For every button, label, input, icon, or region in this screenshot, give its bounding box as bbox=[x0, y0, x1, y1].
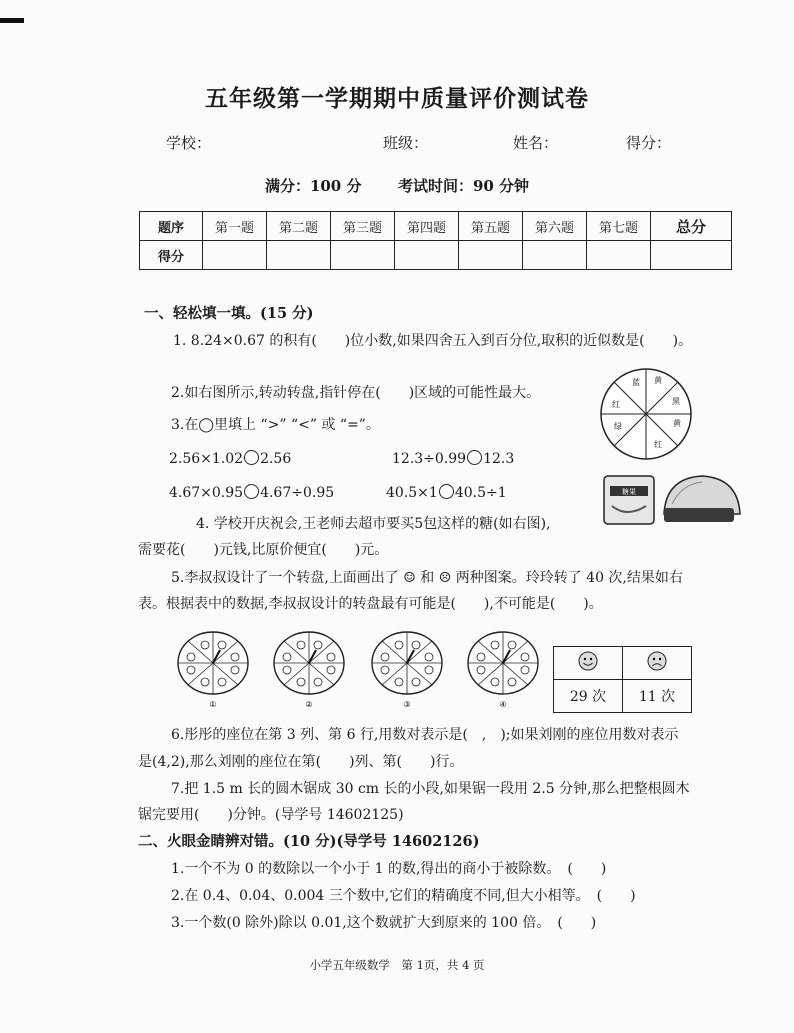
score-cell[interactable] bbox=[267, 241, 331, 270]
spinner-label: 黄 bbox=[673, 419, 681, 428]
smile-count: 29 次 bbox=[554, 680, 623, 713]
s2-question-1: 1.一个不为 0 的数除以一个小于 1 的数,得出的商小于被除数。 ( ) bbox=[171, 861, 607, 877]
score-cell[interactable] bbox=[203, 241, 267, 270]
spinner-label: 黄 bbox=[654, 376, 662, 385]
sad-face-icon bbox=[623, 647, 692, 680]
sad-count: 11 次 bbox=[623, 680, 692, 713]
score-table-header-row bbox=[140, 212, 732, 241]
school-label: 学校： bbox=[166, 134, 212, 152]
compare-circle[interactable] bbox=[439, 484, 454, 499]
compare-row-2a bbox=[169, 484, 334, 501]
compare-expr: 4.67×0.95 bbox=[169, 485, 244, 501]
class-label: 班级： bbox=[383, 134, 429, 152]
compare-expr: 40.5÷1 bbox=[454, 485, 507, 501]
s2-question-3: 3.一个数(0 除外)除以 0.01,这个数就扩大到原来的 100 倍。 ( ) bbox=[171, 915, 597, 931]
score-cell[interactable] bbox=[331, 241, 395, 270]
score-label: 得分： bbox=[626, 134, 672, 152]
total-score-cell[interactable] bbox=[651, 241, 732, 270]
compare-expr: 12.3÷0.99 bbox=[392, 451, 467, 467]
full-score: 满分：100 分 bbox=[264, 177, 362, 195]
compare-expr: 4.67÷0.95 bbox=[260, 485, 335, 501]
s1-question-6-line2: 是(4,2),那么刘刚的座位在第( )列、第( )行。 bbox=[138, 754, 464, 770]
s1-question-1: 1. 8.24×0.67 的积有( )位小数,如果四舍五入到百分位,取积的近似数是( )。 bbox=[173, 333, 693, 349]
question-2-header: 第二题 bbox=[267, 212, 331, 241]
candy-bag-icon bbox=[604, 476, 654, 524]
score-cell[interactable] bbox=[523, 241, 587, 270]
s1-question-5-line2: 表。根据表中的数据,李叔叔设计的转盘最有可能是( ),不可能是( )。 bbox=[138, 596, 603, 612]
page-footer: 小学五年级数学 第 1页，共 4 页 bbox=[309, 958, 485, 972]
score-table-score-row bbox=[140, 241, 732, 270]
s1-question-4-line2: 需要花( )元钱,比原价便宜( )元。 bbox=[138, 542, 389, 558]
wheel-2 bbox=[274, 632, 344, 709]
question-3-header: 第三题 bbox=[331, 212, 395, 241]
question-4-header: 第四题 bbox=[395, 212, 459, 241]
spinner-label: 绿 bbox=[614, 422, 622, 431]
s1-question-7-line2: 锯完要用( )分钟。(导学号 14602125) bbox=[138, 807, 404, 823]
compare-circle[interactable] bbox=[244, 484, 259, 499]
wheel-1 bbox=[178, 632, 248, 709]
s1-question-7-line1: 7.把 1.5 m 长的圆木锯成 30 cm 长的小段,如果锯一段用 2.5 分钟,那么把整根圆木 bbox=[171, 781, 690, 797]
spinner-label: 红 bbox=[612, 400, 620, 409]
wheel-options bbox=[176, 628, 546, 710]
spinner-label: 红 bbox=[654, 440, 662, 449]
s1-question-4-line1: 4. 学校开庆祝会,王老师去超市要买5包这样的糖(如右图), bbox=[196, 516, 551, 532]
candy-bag-label: 糖果 bbox=[622, 488, 636, 496]
question-5-header: 第五题 bbox=[459, 212, 523, 241]
row-label-score: 得分 bbox=[140, 241, 203, 270]
s1-question-3: 3.在◯里填上 “>” “<” 或 “=”。 bbox=[171, 417, 380, 433]
s2-question-2: 2.在 0.4、0.04、0.004 三个数中,它们的精确度不同,但大小相等。 ( ) bbox=[171, 888, 636, 904]
compare-circle[interactable] bbox=[467, 450, 482, 465]
price-tag-icon bbox=[664, 508, 734, 522]
section1-heading: 一、轻松填一填。(15 分) bbox=[144, 305, 314, 322]
row-label-order: 题序 bbox=[140, 212, 203, 241]
candy-picture bbox=[602, 470, 742, 528]
score-table bbox=[139, 211, 732, 270]
question-6-header: 第六题 bbox=[523, 212, 587, 241]
compare-expr: 2.56 bbox=[260, 451, 292, 467]
compare-row-2b bbox=[386, 484, 507, 501]
question-7-header: 第七题 bbox=[587, 212, 651, 241]
total-header: 总分 bbox=[651, 212, 732, 241]
compare-circle[interactable] bbox=[244, 450, 259, 465]
compare-row-1a bbox=[169, 450, 291, 467]
wheel-label: ① bbox=[209, 700, 217, 709]
smile-face-icon bbox=[554, 647, 623, 680]
result-table-icons-row bbox=[554, 647, 692, 680]
result-table-counts-row bbox=[554, 680, 692, 713]
score-cell[interactable] bbox=[459, 241, 523, 270]
spinner-picture bbox=[598, 366, 694, 462]
s1-question-5-line1: 5.李叔叔设计了一个转盘,上面画出了 ☺ 和 ☹ 两种图案。玲玲转了 40 次,结果如右 bbox=[171, 570, 683, 586]
s1-question-2: 2.如右图所示,转动转盘,指针停在( )区域的可能性最大。 bbox=[171, 385, 541, 401]
compare-expr: 2.56×1.02 bbox=[169, 451, 244, 467]
spinner-label: 黑 bbox=[672, 397, 680, 406]
wheel-label: ② bbox=[305, 700, 313, 709]
s1-question-6-line1: 6.彤彤的座位在第 3 列、第 6 行,用数对表示是( , );如果刘刚的座位用数对表示 bbox=[171, 727, 679, 743]
exam-meta bbox=[0, 175, 794, 196]
spinner-label: 蓝 bbox=[632, 378, 640, 387]
score-cell[interactable] bbox=[395, 241, 459, 270]
wheel-4 bbox=[468, 632, 538, 709]
result-table bbox=[553, 646, 692, 713]
score-cell[interactable] bbox=[587, 241, 651, 270]
wheel-3 bbox=[372, 632, 442, 709]
exam-time: 考试时间：90 分钟 bbox=[397, 177, 530, 195]
question-1-header: 第一题 bbox=[203, 212, 267, 241]
compare-row-1b bbox=[392, 450, 514, 467]
wheel-label: ④ bbox=[499, 700, 507, 709]
scan-mark bbox=[0, 18, 24, 23]
compare-expr: 40.5×1 bbox=[386, 485, 438, 501]
compare-expr: 12.3 bbox=[483, 451, 515, 467]
wheel-label: ③ bbox=[403, 700, 411, 709]
name-label: 姓名： bbox=[513, 134, 559, 152]
section2-heading: 二、火眼金睛辨对错。(10 分)(导学号 14602126) bbox=[138, 833, 480, 850]
page-title: 五年级第一学期期中质量评价测试卷 bbox=[205, 85, 589, 112]
